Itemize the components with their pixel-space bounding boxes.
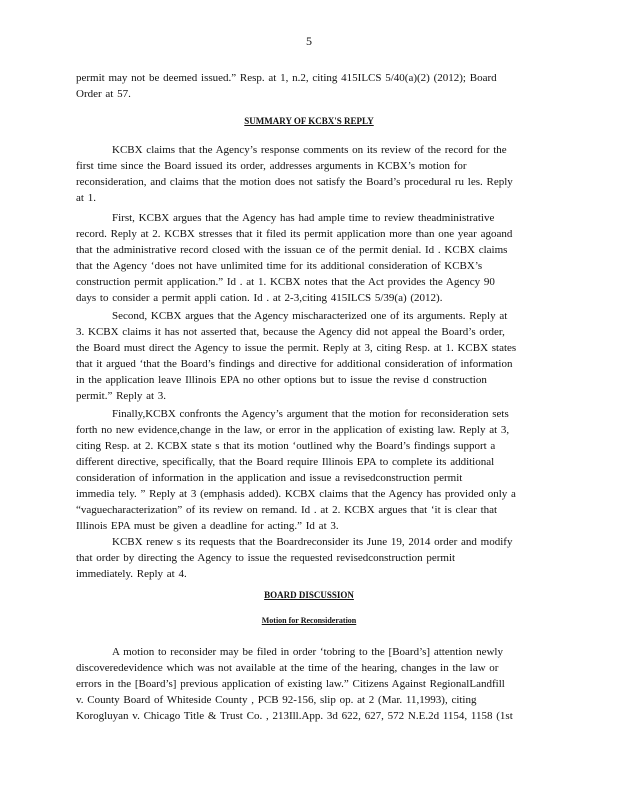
text-line: Finally,KCBX confronts the Agency’s argument that the motion for reconsideration sets xyxy=(112,408,509,420)
text-line: permit may not be deemed issued.” Resp. at 1, n.2, citing 415ILCS 5/40(a)(2) (2012); Board xyxy=(76,72,497,84)
paragraph-second-argument xyxy=(76,308,519,404)
text-line: citing Resp. at 2. KCBX state s that its motion ‘outlined why the Board’s findings support a xyxy=(76,440,496,452)
text-line: construction permit application.” Id . at 1. KCBX notes that the Act provides the Agency 90 xyxy=(76,276,495,288)
text-line: “vaguecharacterization” of its review on remand. Id . at 2. KCBX argues that ‘it is clear that xyxy=(76,504,498,516)
text-line: the Board must direct the Agency to issue the permit. Reply at 3, citing Resp. at 1. KCBX states xyxy=(76,342,517,354)
text-line: Illinois EPA must be given a deadline for acting.” Id at 3. xyxy=(76,520,339,532)
text-line: KCBX claims that the Agency’s response comments on its review of the record for the xyxy=(112,144,507,156)
section-heading-board-discussion: BOARD DISCUSSION xyxy=(264,590,354,600)
text-line: discoveredevidence which was not available at the time of the hearing, changes in the law or xyxy=(76,662,499,674)
paragraph-final-argument xyxy=(76,406,519,534)
text-line: permit.” Reply at 3. xyxy=(76,390,167,402)
text-line: First, KCBX argues that the Agency has had ample time to review theadministrative xyxy=(112,212,495,224)
text-line: errors in the [Board’s] previous application of existing law.” Citizens Against RegionalLandfill xyxy=(76,678,505,690)
text-line: days to consider a permit appli cation. Id . at 2-3,citing 415ILCS 5/39(a) (2012). xyxy=(76,292,443,304)
text-line: Korogluyan v. Chicago Title & Trust Co. , 213Ill.App. 3d 622, 627, 572 N.E.2d 1154, 1158 (1st xyxy=(76,710,513,722)
text-line: that the administrative record closed with the issuan ce of the permit denial. Id . KCBX claims xyxy=(76,244,508,256)
text-line: that the Agency ‘does not have unlimited time for its additional consideration of KCBX’s xyxy=(76,260,483,272)
text-line: immedia tely. ” Reply at 3 (emphasis added). KCBX claims that the Agency has provided only a xyxy=(76,488,516,500)
paragraph-first-argument xyxy=(76,210,519,306)
text-line: v. County Board of Whiteside County , PCB 92-156, slip op. at 2 (Mar. 11,1993), citing xyxy=(76,694,477,706)
section-heading-summary: SUMMARY OF KCBX'S REPLY xyxy=(244,116,374,126)
text-line: that order by directing the Agency to issue the requested revisedconstruction permit xyxy=(76,552,456,564)
text-line: KCBX renew s its requests that the Boardreconsider its June 19, 2014 order and modify xyxy=(112,536,513,548)
text-line: at 1. xyxy=(76,192,96,204)
subsection-heading-motion: Motion for Reconsideration xyxy=(261,616,357,625)
text-line: different directive, specifically, that the Board require Illinois EPA to complete its additional xyxy=(76,456,495,468)
text-line: reconsideration, and claims that the motion does not satisfy the Board’s procedural ru les. Reply xyxy=(76,176,513,188)
text-line: first time since the Board issued its order, addresses arguments in KCBX’s motion for xyxy=(76,160,467,172)
text-line: record. Reply at 2. KCBX stresses that it filed its permit application more than one year agoand xyxy=(76,228,513,240)
text-line: that it argued ‘that the Board’s findings and directive for additional consideration of information xyxy=(76,358,513,370)
text-line: forth no new evidence,change in the law, or error in the application of existing law. Reply at 3, xyxy=(76,424,510,436)
paragraph-reply-overview xyxy=(76,142,519,206)
text-line: Second, KCBX argues that the Agency mischaracterized one of its arguments. Reply at xyxy=(112,310,508,322)
paragraph-renewed-request xyxy=(76,534,519,582)
text-line: consideration of information in the application and issue a revisedconstruction permit xyxy=(76,472,463,484)
text-line: Order at 57. xyxy=(76,88,131,100)
text-line: 3. KCBX claims it has not asserted that, because the Agency did not appeal the Board’s order, xyxy=(76,326,505,338)
text-line: immediately. Reply at 4. xyxy=(76,568,187,580)
paragraph-continuation xyxy=(76,70,519,102)
paragraph-motion-standard xyxy=(76,644,519,724)
text-line: A motion to reconsider may be filed in order ‘tobring to the [Board’s] attention newly xyxy=(112,646,503,658)
page-number: 5 xyxy=(306,34,312,48)
text-line: in the application leave Illinois EPA no other options but to issue the revise d construction xyxy=(76,374,487,386)
